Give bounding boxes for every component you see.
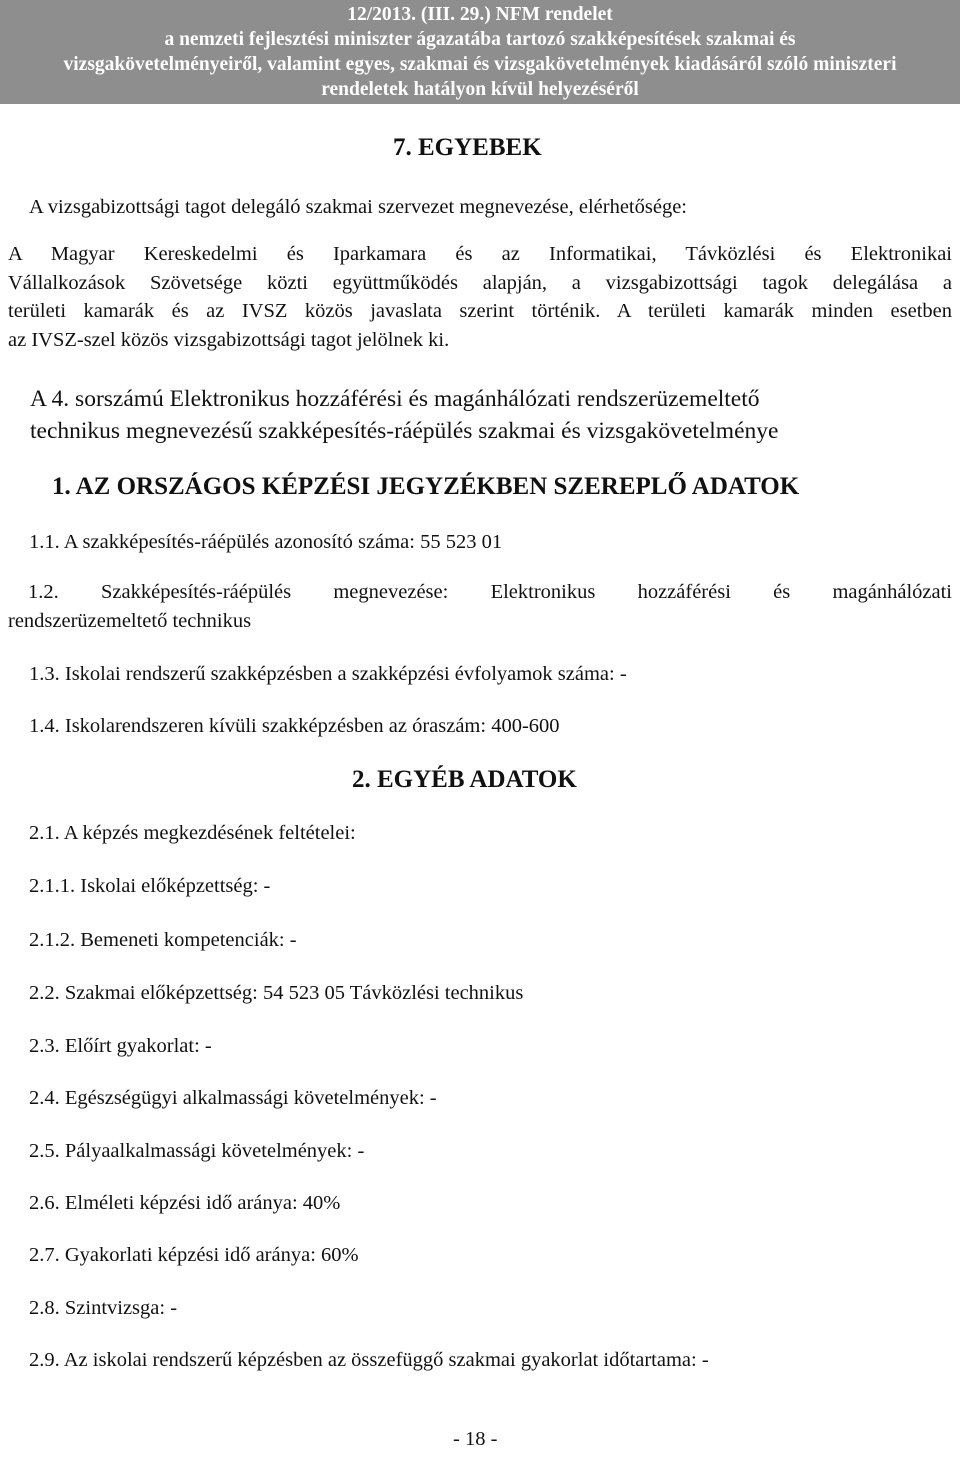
subtitle-line-1: A 4. sorszámú Elektronikus hozzáférési és magánhálózati rendszerüzemeltető [30,386,760,412]
item-1-2-line-1: 1.2. Szakképesítés-ráépülés megnevezése: Elektronikus hozzáférési és magánhálózati [28,581,952,603]
item-1-4: 1.4. Iskolarendszeren kívüli szakképzésben az óraszám: 400-600 [29,715,560,737]
item-1-1: 1.1. A szakképesítés-ráépülés azonosító száma: 55 523 01 [29,531,503,553]
header-line-4: rendeletek hatályon kívül helyezéséről [321,79,639,100]
section-2-title: 2. EGYÉB ADATOK [352,766,577,793]
item-2-5: 2.5. Pályaalkalmassági követelmények: - [29,1140,365,1162]
page-number: - 18 - [453,1428,498,1450]
section-7-body-line: Vállalkozások Szövetsége közti együttműködés alapján, a vizsgabizottsági tagok delegálása a [8,271,952,294]
item-1-2-line-2: rendszerüzemeltető technikus [8,610,252,632]
item-1-3: 1.3. Iskolai rendszerű szakképzésben a szakképzési évfolyamok száma: - [29,663,627,685]
item-2-2: 2.2. Szakmai előképzettség: 54 523 05 Távközlési technikus [29,982,524,1004]
item-2-1-2: 2.1.2. Bemeneti kompetenciák: - [29,929,297,951]
item-2-9: 2.9. Az iskolai rendszerű képzésben az összefüggő szakmai gyakorlat időtartama: - [29,1349,709,1371]
section-1-title: 1. AZ ORSZÁGOS KÉPZÉSI JEGYZÉKBEN SZEREPLŐ ADATOK [52,473,800,500]
section-7-body-line: az IVSZ-szel közös vizsgabizottsági tagot jelölnek ki. [8,328,450,351]
item-2-7: 2.7. Gyakorlati képzési idő aránya: 60% [29,1244,359,1266]
qualification-subtitle [30,383,950,447]
item-2-3: 2.3. Előírt gyakorlat: - [29,1035,212,1057]
section-7-body-line: területi kamarák és az IVSZ közös javaslata szerint történik. A területi kamarák minden esetben [8,300,952,322]
section-7-title: 7. EGYEBEK [393,134,542,161]
item-2-8: 2.8. Szintvizsga: - [29,1297,178,1319]
header-line-3: vizsgakövetelményeiről, valamint egyes, szakmai és vizsgakövetelmények kiadásáról szóló miniszteri [63,54,897,75]
item-2-4: 2.4. Egészségügyi alkalmassági követelmények: - [29,1087,437,1109]
item-1-2 [8,578,952,636]
subtitle-line-2: technikus megnevezésű szakképesítés-ráépülés szakmai és vizsgakövetelménye [30,418,779,444]
item-2-6: 2.6. Elméleti képzési idő aránya: 40% [29,1192,341,1214]
item-2-1-1: 2.1.1. Iskolai előképzettség: - [29,875,271,897]
header-line-1: 12/2013. (III. 29.) NFM rendelet [347,4,613,25]
document-header [0,0,960,104]
section-7-body [8,240,952,354]
section-7-body-line: A Magyar Kereskedelmi és Iparkamara és az Informatikai, Távközlési és Elektronikai [8,243,952,265]
item-2-1: 2.1. A képzés megkezdésének feltételei: [29,822,356,844]
section-7-intro: A vizsgabizottsági tagot delegáló szakmai szervezet megnevezése, elérhetősége: [29,196,687,218]
header-line-2: a nemzeti fejlesztési miniszter ágazatába tartozó szakképesítések szakmai és [164,29,796,50]
